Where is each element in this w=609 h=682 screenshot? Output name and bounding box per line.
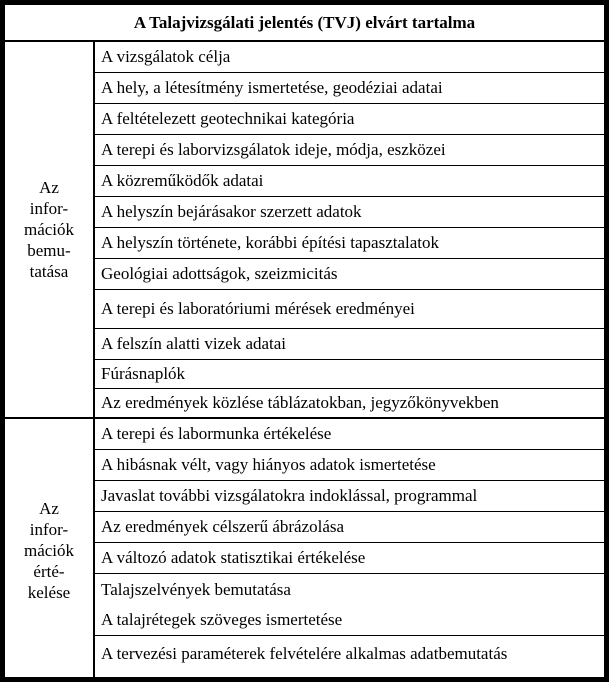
section-evaluation [5, 419, 604, 682]
table-row: A terepi és laborvizsgálatok ideje, módja, eszközei [95, 135, 604, 166]
table-row: A terepi és labormunka értékelése [95, 419, 604, 450]
table-row: Talajszelvények bemutatása [101, 579, 291, 599]
table-row: A talajrétegek szöveges ismertetése [95, 605, 604, 636]
section-rows [95, 419, 604, 682]
table-row: Az eredmények közlése táblázatokban, jegyzőkönyvekben [101, 393, 499, 412]
table-row: Javaslat további vizsgálatokra indoklással, programmal [95, 481, 604, 512]
table-row: A terepi és laboratóriumi mérések eredményei [95, 290, 604, 329]
table-row: Fúrásnaplók [95, 360, 604, 389]
table-row: A változó adatok statisztikai értékelése [95, 543, 604, 574]
table-title: A Talajvizsgálati jelentés (TVJ) elvárt tartalma [5, 5, 604, 42]
table-row: A hely, a létesítmény ismertetése, geodéziai adatai [95, 73, 604, 104]
table-row: A tervezési paraméterek felvételére alkalmas adatbemutatás [101, 644, 508, 663]
section-rows [95, 42, 604, 417]
table-row: A felszín alatti vizek adatai [95, 329, 604, 360]
section-label: Az infor- mációk bemu- tatása [5, 42, 95, 417]
table-row: A közreműködők adatai [95, 166, 604, 197]
table-row: A hibásnak vélt, vagy hiányos adatok ismertetése [95, 450, 604, 481]
section-presentation [5, 42, 604, 419]
table-row: A vizsgálatok célja [95, 42, 604, 73]
section-label: Az infor- mációk érté- kelése [5, 419, 95, 682]
table-row: Geológiai adottságok, szeizmicitás [95, 259, 604, 290]
table-row: Az eredmények célszerű ábrázolása [95, 512, 604, 543]
table-row: A feltételezett geotechnikai kategória [95, 104, 604, 135]
table-row: A helyszín bejárásakor szerzett adatok [95, 197, 604, 228]
table-row: A helyszín története, korábbi építési tapasztalatok [95, 228, 604, 259]
